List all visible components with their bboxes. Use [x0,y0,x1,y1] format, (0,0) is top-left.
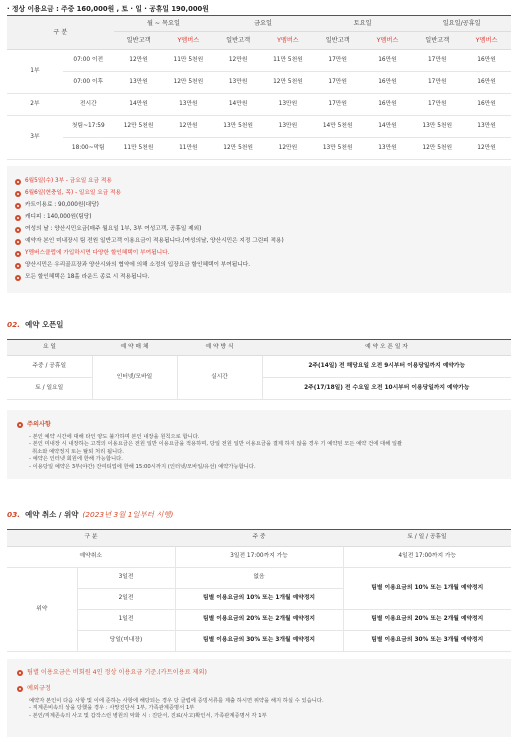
member-header: Y멤버스 [163,32,213,50]
bullet-icon [17,670,23,676]
member-header: Y멤버스 [263,32,313,50]
section-title: 예약 오픈일 [25,320,64,329]
general-header: 일반고객 [114,32,164,50]
price-cell: 17만원 [313,72,363,94]
note-item [15,176,503,188]
price-cell: 14만원 [363,116,413,138]
open-table [7,339,511,400]
cancel-notes [7,659,511,737]
table-row [7,116,511,138]
price-cell: 13만원 [363,138,413,160]
open-day: 토 / 일요일 [7,378,92,400]
open-header: 예 약 오 픈 일 자 [262,340,511,356]
price-cell: 17만원 [412,94,462,116]
member-header: Y멤버스 [363,32,413,50]
exception-title-text: 예외규정 [27,685,51,693]
table-row [7,610,511,631]
bullet-icon [15,251,21,257]
penalty-weekend: 팀별 이용요금의 30% 또는 3개월 예약정지 [343,631,511,652]
open-date: 2주(17/18일) 전 수요일 오전 10시부터 이용당일까지 예약가능 [262,378,511,400]
notice-title [17,419,501,431]
bullet-icon [17,686,23,692]
note-item [15,224,503,236]
open-media: 인터넷/모바일 [92,356,177,400]
notice-item: - 본인 미내장 시 내장하는 고객의 이용요금은 전원 일반 이용요금을 적용하며, 당일 전원 일반 이용요금을 결제 하지 않을 경우 기 예약된 모든 예약 건에 대해 일괄 [29,441,403,448]
price-notes [7,166,511,293]
open-day: 주중 / 공휴일 [7,356,92,378]
open-notice [7,410,511,479]
price-cell: 12만원 [114,50,164,72]
cancel-weekday: 3일전 17:00까지 가능 [175,547,343,568]
price-cell: 17만원 [412,50,462,72]
note-item [15,260,503,272]
penalty-weekday: 없음 [175,568,343,589]
note-text: Y멤버스클럽에 가입하시면 다양한 할인혜택이 부여됩니다. [25,250,170,257]
table-row [7,547,511,568]
penalty-weekday: 팀별 이용요금의 30% 또는 3개월 예약정지 [175,631,343,652]
price-cell: 12만원 [163,116,213,138]
open-header: 예 약 매 체 [92,340,177,356]
price-cell: 13만원 [213,72,263,94]
note-text: 모든 할인혜택은 18홀 라운드 종료 시 적용됩니다. [25,274,150,281]
penalty-weekend: 팀별 이용요금의 20% 또는 2개월 예약정지 [343,610,511,631]
table-row [7,94,511,116]
price-col-group: 구 분 [7,16,114,50]
penalty-when: 당일(미내장) [77,631,175,652]
note-text: 카트이용료 : 90,000원(대당) [25,202,99,209]
section-title: 예약 취소 / 위약 [25,510,79,520]
open-method: 실시간 [177,356,262,400]
price-cell: 13만원 [462,116,511,138]
note-item [15,236,503,248]
penalty-weekday: 팀별 이용요금의 10% 또는 1개월 예약정지 [175,589,343,610]
table-row [7,50,511,72]
table-row [7,72,511,94]
price-cell: 14만 5천원 [313,116,363,138]
bullet-icon [15,239,21,245]
note-item [15,212,503,224]
section-title-open [7,320,511,334]
note-item [15,188,503,200]
section-title-cancel [7,510,511,524]
price-heading: · 정상 이용요금 : 주중 160,000원 , 토 · 일 · 공휴일 190,000원 [7,5,209,13]
price-cell: 16만원 [363,72,413,94]
note-item [15,272,503,284]
price-cell: 12만원 [462,138,511,160]
general-header: 일반고객 [313,32,363,50]
price-cell: 11만 5천원 [263,50,313,72]
bullet-icon [15,203,21,209]
exception-title [17,683,501,695]
bullet-icon [15,191,21,197]
price-cell: 14만원 [114,94,164,116]
table-row [7,356,511,378]
cancel-label: 예약취소 [7,547,175,568]
note-item [15,248,503,260]
note-text: 6월6일(현충일, 목) - 일요일 요금 적용 [25,190,121,197]
exception-item: - 본인/직계존속의 사고 및 갑작스런 병원의 악화 시 : 진단서, 진료(사고)확인서, 가족관계증명서 각 1부 [29,712,267,719]
exception-item: 예약자 본인이 다음 사항 및 이에 준하는 사항에 해당되는 경우 당 클럽에 증빙서류를 제출 하시면 위약을 해지 하실 수 있습니다. [29,698,324,705]
notice-title-text: 주의사항 [27,421,51,429]
price-cell: 17만원 [412,72,462,94]
price-table [7,15,511,160]
penalty-weekend: 팀별 이용요금의 10% 또는 1개월 예약정지 [343,568,511,610]
notice-list [17,434,501,471]
price-cell: 12만원 [213,50,263,72]
note-text: 캐디피 : 140,000원(팀당) [25,214,92,221]
part-cell: 3부 [7,116,63,160]
day-header: 토요일 [313,16,413,32]
note-text: 예약자 본인 미내장시 팀 전원 일반고객 이용요금이 적용됩니다.(여성의날, 양산시민은 지정 그린피 적용) [25,238,284,245]
bullet-icon [15,227,21,233]
cancel-table [7,529,511,652]
price-cell: 16만원 [363,50,413,72]
price-cell: 17만원 [313,50,363,72]
time-cell: 07:00 이후 [63,72,114,94]
price-cell: 12만 5천원 [263,72,313,94]
price-cell: 13만원 [114,72,164,94]
cancel-weekend: 4일전 17:00까지 가능 [343,547,511,568]
price-cell: 13만원 [263,116,313,138]
price-cell: 13만원 [163,94,213,116]
part-cell: 1부 [7,50,63,94]
price-cell: 12만 5천원 [412,138,462,160]
table-row [7,568,511,589]
time-cell: 07:00 이전 [63,50,114,72]
price-cell: 11만 5천원 [114,138,164,160]
cancel-header: 구 분 [7,530,175,547]
price-cell: 12만 5천원 [114,116,164,138]
bullet-icon [15,215,21,221]
price-cell: 12만 5천원 [163,72,213,94]
price-cell: 16만원 [462,94,511,116]
penalty-weekday: 팀별 이용요금의 20% 또는 2개월 예약정지 [175,610,343,631]
price-cell: 11만원 [163,138,213,160]
price-cell: 13만 5천원 [313,138,363,160]
day-header: 월 ~ 목요일 [114,16,214,32]
section-number: 03. [7,510,21,520]
time-cell: 첫팀~17:59 [63,116,114,138]
cancel-note-text: 팀별 이용요금은 비회원 4인 정상 이용요금 기준.(카트이용료 제외) [27,669,207,677]
section-subtitle: (2023년 3월 1일부터 시행) [82,510,174,520]
table-row [7,138,511,160]
member-header: Y멤버스 [462,32,511,50]
price-cell: 14만원 [213,94,263,116]
exception-item: - 직계존비속의 상을 당했을 경우 : 사망진단서 1부, 가족관계증명서 1부 [29,705,195,712]
cancel-header: 토 / 일 / 공휴일 [343,530,511,547]
price-cell: 11만 5천원 [163,50,213,72]
bullet-icon [15,275,21,281]
notice-item: - 예약은 인터넷 회원에 한해 가능합니다. [29,456,123,463]
price-cell: 12만 5천원 [213,138,263,160]
price-cell: 16만원 [363,94,413,116]
day-header: 일요일/공휴일 [412,16,511,32]
bullet-icon [17,422,23,428]
time-cell: 전시간 [63,94,114,116]
note-text: 양산시민은 우리골프장과 양산시와의 협약에 의해 소정의 입장요금 할인혜택이 부여됩니다. [25,262,251,269]
penalty-when: 2일전 [77,589,175,610]
cancel-header: 주 중 [175,530,343,547]
cancel-note [17,667,501,679]
notice-item: 취소와 예약정지 또는 탈퇴 처리 됩니다. [32,448,124,455]
part-cell: 2부 [7,94,63,116]
price-cell: 16만원 [462,72,511,94]
table-row [7,631,511,652]
penalty-when: 1일전 [77,610,175,631]
open-header: 요 일 [7,340,92,356]
price-cell: 13만 5천원 [412,116,462,138]
note-item [15,200,503,212]
price-cell: 13만원 [263,94,313,116]
note-text: 여성의 날 : 양산시민요금(매주 월요일 1부, 3부 여성고객, 공휴일 제외) [25,226,202,233]
note-text: 6월5일(수) 3부 - 금요일 요금 적용 [25,178,112,185]
section-number: 02. [7,320,21,329]
notice-item: - 이용당일 예약은 3부(야간) 잔여티업에 한해 15:00시까지 (인터넷/모바일/유선) 예약가능합니다. [29,463,256,470]
open-date: 2주(14일) 전 해당요일 오전 9시부터 이용당일까지 예약가능 [262,356,511,378]
penalty-when: 3일전 [77,568,175,589]
exception-list [17,698,501,720]
general-header: 일반고객 [412,32,462,50]
price-cell: 17만원 [313,94,363,116]
price-cell: 16만원 [462,50,511,72]
price-cell: 12만원 [263,138,313,160]
time-cell: 18:00~막팀 [63,138,114,160]
penalty-label: 위약 [7,568,77,652]
open-header: 예 약 방 식 [177,340,262,356]
bullet-icon [15,263,21,269]
price-cell: 13만 5천원 [213,116,263,138]
general-header: 일반고객 [213,32,263,50]
bullet-icon [15,179,21,185]
day-header: 금요일 [213,16,313,32]
notice-item: - 본인 예약 시간에 대해 타인 양도 불가하며 본인 내장을 원칙으로 합니다. [29,434,200,440]
